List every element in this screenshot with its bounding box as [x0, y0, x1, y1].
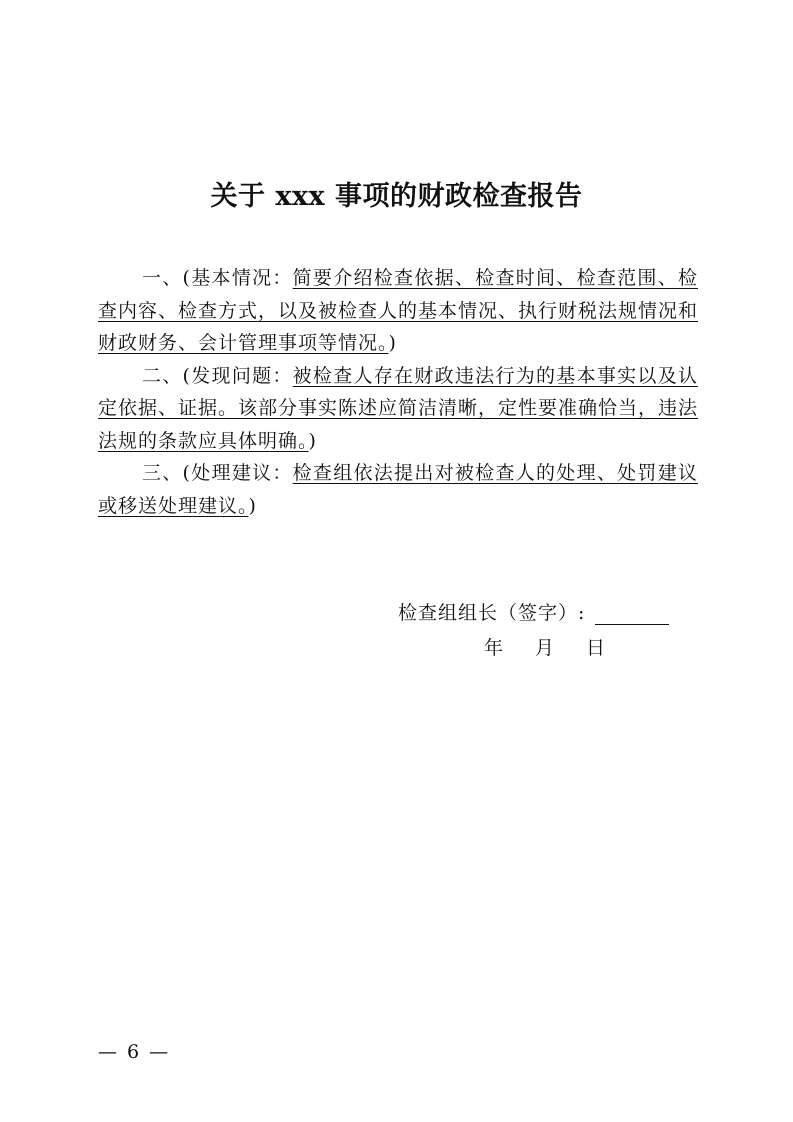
section-tail: ) — [388, 332, 397, 354]
section-basic-info — [98, 262, 698, 360]
section-tail: ) — [308, 429, 317, 452]
section-lead: 二、(发现问题： — [142, 364, 293, 387]
report-title: 关于 xxx 事项的财政检查报告 — [210, 181, 583, 212]
section-content: 被检查人存在财政违法行为的基本事实以及认定依据、证据。该部分事实陈述应简洁清晰，定性要准确恰当，违法法规的条款应具体明确。 — [98, 364, 699, 452]
signature-label: 检查组组长（签字）: — [398, 602, 586, 624]
date-month: 月 — [535, 637, 555, 659]
date-day: 日 — [586, 637, 606, 659]
section-findings — [98, 360, 698, 458]
date-row — [484, 633, 605, 660]
signature-row — [398, 598, 669, 625]
section-recommendations — [98, 457, 698, 522]
page-number: — 6 — — [98, 1041, 171, 1063]
signature-line — [595, 602, 669, 625]
section-content: 检查组依法提出对被检查人的处理、处罚建议或移送处理建议。 — [98, 462, 698, 517]
report-body — [98, 262, 698, 522]
section-content: 简要介绍检查依据、检查时间、检查范围、检查内容、检查方式，以及被检查人的基本情况、执行财税法规情况和财政财务、会计管理事项等情况。 — [98, 267, 699, 354]
date-year: 年 — [484, 637, 504, 659]
section-lead: 一、(基本情况： — [142, 267, 293, 289]
section-lead: 三、(处理建议： — [142, 462, 293, 484]
section-tail: ) — [248, 494, 257, 517]
